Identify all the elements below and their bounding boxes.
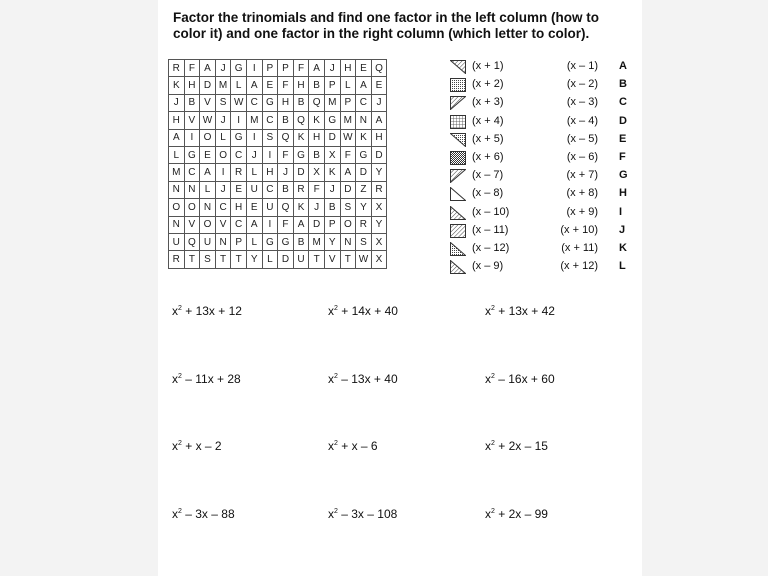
problem-exponent: 2 [491, 508, 495, 515]
right-factor: (x + 9) [566, 205, 598, 218]
problem-terms: + 2x – 99 [494, 507, 548, 521]
grid-cell[interactable]: O [340, 216, 356, 233]
problem-exponent: 2 [334, 305, 338, 312]
grid-cell[interactable]: X [371, 251, 387, 268]
key-row [446, 113, 636, 131]
pattern-swatch-icon [450, 260, 466, 274]
trinomial-problem [172, 372, 241, 386]
grid-cell[interactable]: X [371, 233, 387, 250]
grid-cell[interactable]: E [371, 77, 387, 94]
key-row [446, 240, 636, 258]
trinomial-problem [172, 304, 242, 318]
grid-row [169, 216, 387, 233]
grid-cell[interactable]: J [215, 60, 231, 77]
grid-cell[interactable]: B [278, 181, 294, 198]
key-row [446, 58, 636, 76]
grid-cell[interactable]: P [278, 60, 294, 77]
grid-cell[interactable]: Y [324, 233, 340, 250]
grid-row [169, 199, 387, 216]
trinomial-problem [328, 304, 398, 318]
grid-cell[interactable]: J [215, 181, 231, 198]
grid-cell[interactable]: D [324, 129, 340, 146]
problem-terms: + 13x + 12 [181, 304, 242, 318]
key-letter: L [619, 260, 626, 273]
left-factor: (x – 12) [472, 241, 510, 254]
problem-variable: x [485, 439, 491, 453]
grid-cell[interactable]: J [215, 112, 231, 129]
grid-row [169, 112, 387, 129]
grid-cell[interactable]: Q [184, 233, 200, 250]
trinomial-problem [328, 372, 398, 386]
key-row [446, 131, 636, 149]
grid-cell[interactable]: U [200, 233, 216, 250]
grid-cell[interactable]: H [231, 199, 247, 216]
grid-cell[interactable]: O [184, 199, 200, 216]
key-letter: G [619, 169, 628, 182]
grid-cell[interactable]: A [169, 129, 185, 146]
grid-cell[interactable]: L [262, 251, 278, 268]
grid-cell[interactable]: K [356, 129, 372, 146]
grid-cell[interactable]: Z [356, 181, 372, 198]
grid-cell[interactable]: N [169, 216, 185, 233]
grid-cell[interactable]: D [309, 216, 325, 233]
factor-key [446, 58, 636, 276]
problem-variable: x [328, 304, 334, 318]
right-factor: (x – 4) [566, 114, 598, 127]
problem-exponent: 2 [491, 440, 495, 447]
grid-cell[interactable]: V [184, 112, 200, 129]
grid-cell[interactable]: G [278, 233, 294, 250]
grid-cell[interactable]: W [231, 94, 247, 111]
grid-cell[interactable]: U [293, 251, 309, 268]
grid-cell[interactable]: B [278, 112, 294, 129]
grid-cell[interactable]: L [231, 77, 247, 94]
grid-cell[interactable]: F [340, 146, 356, 163]
pattern-swatch-icon [450, 60, 466, 74]
grid-cell[interactable]: I [262, 216, 278, 233]
problem-terms: + x – 6 [337, 439, 378, 453]
grid-cell[interactable]: E [246, 199, 262, 216]
grid-cell[interactable]: A [246, 77, 262, 94]
problem-variable: x [328, 372, 334, 386]
grid-cell[interactable]: D [200, 77, 216, 94]
grid-cell[interactable]: J [371, 94, 387, 111]
grid-cell[interactable]: C [262, 112, 278, 129]
grid-cell[interactable]: N [340, 233, 356, 250]
grid-cell[interactable]: N [169, 181, 185, 198]
grid-cell[interactable]: L [246, 164, 262, 181]
grid-cell[interactable]: R [293, 181, 309, 198]
problem-terms: – 13x + 40 [337, 372, 398, 386]
grid-cell[interactable]: L [215, 129, 231, 146]
grid-cell[interactable]: U [246, 181, 262, 198]
key-letter: D [619, 114, 627, 127]
grid-cell[interactable]: H [371, 129, 387, 146]
key-row [446, 185, 636, 203]
key-letter: H [619, 187, 627, 200]
problem-terms: + 14x + 40 [337, 304, 398, 318]
problem-exponent: 2 [178, 440, 182, 447]
right-factor: (x + 11) [561, 241, 598, 254]
grid-cell[interactable]: S [215, 94, 231, 111]
key-row [446, 258, 636, 276]
pattern-swatch-icon [450, 96, 466, 110]
grid-cell[interactable]: I [231, 112, 247, 129]
grid-cell[interactable]: A [371, 112, 387, 129]
left-factor: (x – 10) [472, 205, 510, 218]
grid-row [169, 233, 387, 250]
grid-cell[interactable]: J [169, 94, 185, 111]
key-letter: B [619, 78, 627, 91]
pattern-swatch-icon [450, 78, 466, 92]
grid-row [169, 129, 387, 146]
grid-cell[interactable]: Y [371, 164, 387, 181]
grid-cell[interactable]: V [184, 216, 200, 233]
key-row [446, 204, 636, 222]
grid-cell[interactable]: A [200, 164, 216, 181]
grid-cell[interactable]: G [184, 146, 200, 163]
problem-exponent: 2 [178, 373, 182, 380]
grid-row [169, 146, 387, 163]
grid-cell[interactable]: L [340, 77, 356, 94]
grid-cell[interactable]: G [356, 146, 372, 163]
grid-cell[interactable]: A [309, 60, 325, 77]
grid-row [169, 94, 387, 111]
grid-cell[interactable]: M [246, 112, 262, 129]
grid-row [169, 181, 387, 198]
grid-cell[interactable]: F [293, 60, 309, 77]
grid-cell[interactable]: A [356, 77, 372, 94]
grid-cell[interactable]: P [231, 233, 247, 250]
grid-cell[interactable]: H [309, 129, 325, 146]
pattern-swatch-icon [450, 224, 466, 238]
trinomial-problem [485, 507, 548, 521]
left-factor: (x + 1) [472, 60, 504, 72]
grid-cell[interactable]: F [278, 146, 294, 163]
grid-row [169, 77, 387, 94]
grid-cell[interactable]: U [169, 233, 185, 250]
grid-cell[interactable]: S [356, 233, 372, 250]
key-letter: C [619, 96, 627, 109]
grid-cell[interactable]: B [309, 77, 325, 94]
grid-cell[interactable]: N [215, 233, 231, 250]
grid-cell[interactable]: Q [371, 60, 387, 77]
grid-cell[interactable]: G [324, 112, 340, 129]
problem-terms: + x – 2 [181, 439, 222, 453]
left-factor: (x + 2) [472, 78, 504, 91]
grid-cell[interactable]: K [293, 129, 309, 146]
problem-variable: x [485, 507, 491, 521]
trinomial-problem [328, 439, 378, 453]
grid-cell[interactable]: T [184, 251, 200, 268]
grid-cell[interactable]: C [215, 199, 231, 216]
problem-exponent: 2 [334, 508, 338, 515]
grid-cell[interactable]: B [293, 94, 309, 111]
grid-cell[interactable]: L [246, 233, 262, 250]
grid-cell[interactable]: P [324, 216, 340, 233]
grid-cell[interactable]: M [309, 233, 325, 250]
key-row [446, 149, 636, 167]
grid-cell[interactable]: A [200, 60, 216, 77]
grid-cell[interactable]: J [278, 164, 294, 181]
grid-cell[interactable]: G [231, 60, 247, 77]
grid-cell[interactable]: E [356, 60, 372, 77]
grid-cell[interactable]: Y [371, 216, 387, 233]
problem-variable: x [172, 304, 178, 318]
key-letter: E [619, 132, 627, 145]
grid-cell[interactable]: M [215, 77, 231, 94]
grid-cell[interactable]: B [324, 199, 340, 216]
grid-cell[interactable]: C [184, 164, 200, 181]
trinomial-problem [485, 372, 555, 386]
trinomial-problem [485, 304, 555, 318]
right-factor: (x + 10) [560, 223, 598, 236]
grid-cell[interactable]: C [231, 216, 247, 233]
problem-exponent: 2 [491, 373, 495, 380]
grid-row [169, 251, 387, 268]
problem-variable: x [328, 507, 334, 521]
trinomial-problem [328, 507, 397, 521]
grid-cell[interactable]: I [262, 146, 278, 163]
grid-cell[interactable]: J [246, 146, 262, 163]
key-letter: F [619, 150, 626, 163]
grid-cell[interactable]: Y [246, 251, 262, 268]
grid-cell[interactable]: H [169, 112, 185, 129]
grid-cell[interactable]: O [215, 146, 231, 163]
grid-cell[interactable]: B [184, 94, 200, 111]
grid-cell[interactable]: W [356, 251, 372, 268]
pattern-swatch-icon [450, 151, 466, 165]
grid-cell[interactable]: Q [309, 94, 325, 111]
grid-cell[interactable]: I [246, 60, 262, 77]
grid-cell[interactable]: W [340, 129, 356, 146]
grid-cell[interactable]: M [324, 94, 340, 111]
pattern-swatch-icon [450, 133, 466, 147]
grid-cell[interactable]: H [184, 77, 200, 94]
grid-cell[interactable]: Q [293, 112, 309, 129]
grid-cell[interactable]: P [262, 60, 278, 77]
problem-variable: x [172, 507, 178, 521]
grid-cell[interactable]: E [262, 77, 278, 94]
trinomial-problem [172, 507, 235, 521]
grid-cell[interactable]: K [293, 199, 309, 216]
grid-cell[interactable]: J [309, 199, 325, 216]
grid-cell[interactable]: G [293, 146, 309, 163]
grid-row [169, 60, 387, 77]
left-factor: (x + 5) [472, 132, 504, 145]
problem-terms: – 3x – 108 [337, 507, 398, 521]
grid-cell[interactable]: D [356, 164, 372, 181]
instructions: Factor the trinomials and find one factor in the left column (how to color it) and one factor in the right column (which letter to color). [173, 10, 600, 41]
grid-cell[interactable]: V [324, 251, 340, 268]
key-row [446, 94, 636, 112]
key-letter: A [619, 60, 627, 72]
grid-cell[interactable]: Y [356, 199, 372, 216]
grid-cell[interactable]: K [309, 112, 325, 129]
grid-cell[interactable]: A [293, 216, 309, 233]
grid-cell[interactable]: B [293, 233, 309, 250]
grid-cell[interactable]: X [309, 164, 325, 181]
grid-cell[interactable]: P [324, 77, 340, 94]
grid-cell[interactable]: R [169, 60, 185, 77]
grid-cell[interactable]: F [278, 216, 294, 233]
grid-cell[interactable]: C [356, 94, 372, 111]
grid-cell[interactable]: L [169, 146, 185, 163]
grid-cell[interactable]: O [169, 199, 185, 216]
grid-cell[interactable]: J [324, 60, 340, 77]
key-letter: I [619, 205, 623, 218]
grid-cell[interactable]: F [309, 181, 325, 198]
grid-cell[interactable]: I [246, 129, 262, 146]
grid-cell[interactable]: R [169, 251, 185, 268]
grid-cell[interactable]: H [262, 164, 278, 181]
grid-cell[interactable]: D [340, 181, 356, 198]
left-factor: (x – 8) [472, 187, 504, 200]
trinomial-problem [172, 439, 222, 453]
grid-cell[interactable]: H [293, 77, 309, 94]
grid-row [169, 164, 387, 181]
grid-cell[interactable]: G [262, 233, 278, 250]
right-factor: (x – 3) [566, 96, 598, 109]
grid-cell[interactable]: B [309, 146, 325, 163]
grid-cell[interactable]: D [293, 164, 309, 181]
grid-cell[interactable]: F [278, 77, 294, 94]
grid-cell[interactable]: C [231, 146, 247, 163]
problem-terms: + 2x – 15 [494, 439, 548, 453]
grid-cell[interactable]: D [371, 146, 387, 163]
pattern-swatch-icon [450, 206, 466, 220]
key-row [446, 76, 636, 94]
grid-cell[interactable]: I [215, 164, 231, 181]
grid-cell[interactable]: R [356, 216, 372, 233]
problem-variable: x [485, 304, 491, 318]
grid-cell[interactable]: J [324, 181, 340, 198]
grid-cell[interactable]: U [262, 199, 278, 216]
key-letter: K [619, 241, 627, 254]
grid-cell[interactable]: T [340, 251, 356, 268]
grid-cell[interactable]: W [200, 112, 216, 129]
grid-cell[interactable]: F [184, 60, 200, 77]
grid-cell[interactable]: N [184, 181, 200, 198]
problem-variable: x [485, 372, 491, 386]
right-factor: (x – 5) [566, 132, 598, 145]
problem-exponent: 2 [178, 305, 182, 312]
grid-cell[interactable]: S [200, 251, 216, 268]
grid-cell[interactable]: K [169, 77, 185, 94]
grid-cell[interactable]: S [262, 129, 278, 146]
grid-cell[interactable]: T [215, 251, 231, 268]
problem-terms: – 3x – 88 [181, 507, 235, 521]
trinomial-problem [485, 439, 548, 453]
grid-cell[interactable]: V [200, 94, 216, 111]
grid-cell[interactable]: X [324, 146, 340, 163]
grid-cell[interactable]: S [340, 199, 356, 216]
grid-cell[interactable]: M [340, 112, 356, 129]
left-factor: (x + 4) [472, 114, 504, 127]
grid-cell[interactable]: K [324, 164, 340, 181]
grid-cell[interactable]: V [215, 216, 231, 233]
problem-exponent: 2 [334, 440, 338, 447]
left-factor: (x – 7) [472, 169, 504, 182]
right-factor: (x – 6) [566, 150, 598, 163]
pattern-swatch-icon [450, 115, 466, 129]
right-factor: (x + 8) [566, 187, 598, 200]
key-row [446, 167, 636, 185]
left-factor: (x + 3) [472, 96, 504, 109]
grid-cell[interactable]: I [184, 129, 200, 146]
grid-cell[interactable]: G [262, 94, 278, 111]
problem-terms: + 13x + 42 [494, 304, 555, 318]
key-row [446, 222, 636, 240]
grid-cell[interactable]: P [340, 94, 356, 111]
grid-cell[interactable]: O [200, 216, 216, 233]
letter-grid [168, 59, 387, 269]
grid-cell[interactable]: R [371, 181, 387, 198]
grid-cell[interactable]: Q [278, 199, 294, 216]
pattern-swatch-icon [450, 169, 466, 183]
pattern-swatch-icon [450, 187, 466, 201]
left-factor: (x – 9) [472, 260, 504, 273]
problem-terms: – 16x + 60 [494, 372, 555, 386]
grid-cell[interactable]: H [278, 94, 294, 111]
grid-cell[interactable]: X [371, 199, 387, 216]
right-factor: (x – 2) [566, 78, 598, 91]
grid-cell[interactable]: D [278, 251, 294, 268]
grid-cell[interactable]: G [231, 129, 247, 146]
grid-cell[interactable]: A [246, 216, 262, 233]
grid-cell[interactable]: H [340, 60, 356, 77]
problem-variable: x [328, 439, 334, 453]
problem-variable: x [172, 439, 178, 453]
right-factor: (x + 7) [566, 169, 598, 182]
grid-cell[interactable]: O [200, 129, 216, 146]
problem-exponent: 2 [491, 305, 495, 312]
grid-cell[interactable]: C [246, 94, 262, 111]
right-factor: (x + 12) [560, 260, 598, 273]
grid-cell[interactable]: C [262, 181, 278, 198]
grid-cell[interactable]: E [231, 181, 247, 198]
grid-cell[interactable]: T [231, 251, 247, 268]
left-factor: (x – 11) [472, 223, 509, 236]
grid-cell[interactable]: E [200, 146, 216, 163]
left-factor: (x + 6) [472, 150, 504, 163]
problem-exponent: 2 [178, 508, 182, 515]
grid-cell[interactable]: R [231, 164, 247, 181]
key-letter: J [619, 223, 626, 236]
pattern-swatch-icon [450, 242, 466, 256]
grid-cell[interactable]: N [200, 199, 216, 216]
grid-cell[interactable]: T [309, 251, 325, 268]
problem-terms: – 11x + 28 [181, 372, 241, 386]
grid-cell[interactable]: L [200, 181, 216, 198]
grid-cell[interactable]: A [340, 164, 356, 181]
problem-variable: x [172, 372, 178, 386]
grid-cell[interactable]: Q [278, 129, 294, 146]
grid-cell[interactable]: N [356, 112, 372, 129]
grid-cell[interactable]: M [169, 164, 185, 181]
problem-exponent: 2 [334, 373, 338, 380]
right-factor: (x – 1) [566, 60, 598, 72]
